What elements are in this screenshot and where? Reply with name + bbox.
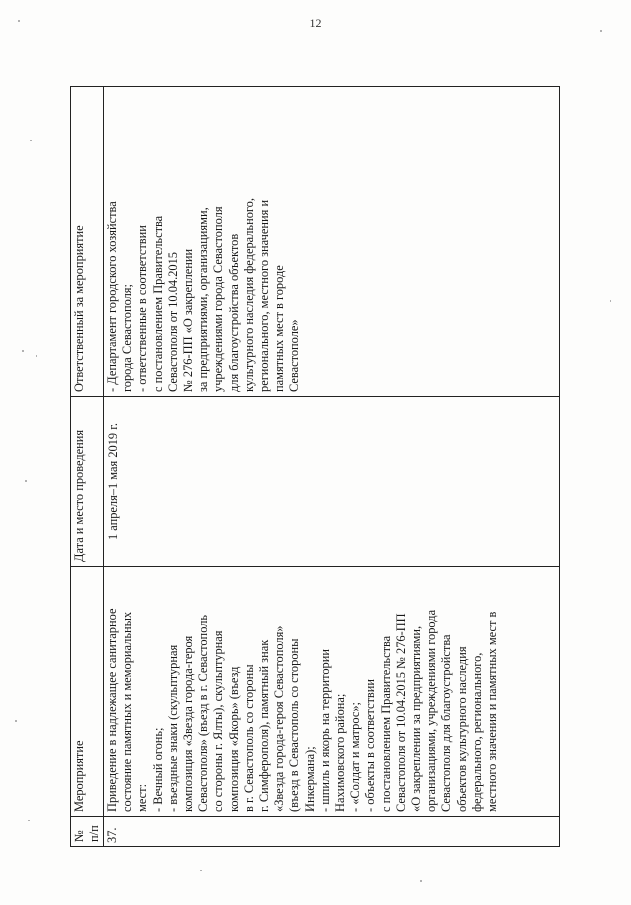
event-line: Севастополя» (въезд в г. Севастополь [196,614,211,812]
event-line: местного значения и памятных мест в [485,611,500,812]
event-line: «Звезда города-героя Севастополя» [272,625,287,812]
header-date: Дата и место проведения [71,397,104,567]
event-line: (въезд в Севастополь со стороны [287,638,302,812]
responsible-line: города Севастополя; [120,284,135,392]
event-line: объектов культурного наследия [454,646,469,812]
cell-responsible [104,87,560,397]
header-responsible: Ответственный за мероприятие [71,87,104,397]
cell-event [104,567,560,817]
page-number: 12 [309,16,322,30]
table-row [104,87,560,847]
header-number: № п/п [71,817,104,847]
event-line: «О закреплении за предприятиями, [409,625,424,812]
event-line: - «Солдат и матрос»; [348,702,363,812]
event-line: в г. Севастополь со стороны [241,664,256,812]
event-line: Севастополя для благоустройства [439,634,454,812]
cell-date: 1 апреля–1 мая 2019 г. [104,397,560,567]
event-line: г. Симферополя), памятный знак [257,639,272,812]
responsible-line: регионального, местного значения и [257,199,272,392]
responsible-line: № 276-ПП «О закреплении [181,248,196,392]
event-line: организациями, учреждениями города [424,609,439,812]
event-line: мест: [135,783,150,812]
responsible-line: учреждениями города Севастополя [211,206,226,392]
event-line: Приведение в надлежащее санитарное [105,608,119,812]
event-line: с постановлением Правительства [378,635,393,812]
event-line: со стороны г. Ялты), скульптурная [211,630,226,812]
responsible-line: памятных мест в городе [272,265,287,392]
event-line: композиция «Якорь» (въезд [226,666,241,812]
cell-number: 37. [104,817,560,847]
event-line: - объекты в соответствии [363,679,378,812]
header-event: Мероприятие [71,567,104,817]
event-line: федерального, регионального, [469,652,484,812]
event-line: - Вечный огонь; [150,727,165,812]
event-line: Севастополя от 10.04.2015 № 276-ПП [393,613,408,812]
responsible-line: Севастополя от 10.04.2015 [165,252,180,392]
responsible-line: - ответственные в соответствии [135,225,150,392]
event-line: - въездные знаки (скульптурная [165,644,180,812]
rotated-table-sheet [70,87,560,847]
table-header-row [71,87,104,847]
responsible-line: с постановлением Правительства [150,215,165,392]
event-line: Инкермана); [302,746,317,812]
responsible-line: - Департамент городского хозяйства [105,201,119,392]
event-line: - шпиль и якорь на территории [317,649,332,812]
responsible-line: за предприятиями, организациями, [196,207,211,392]
responsible-line: культурного наследия федерального, [241,198,256,392]
responsible-line: Севастополе» [287,319,302,392]
event-line: состояние памятных и мемориальных [120,611,135,812]
event-line: композиция «Звезда города-героя [181,635,196,812]
events-table [70,86,560,847]
event-line: Нахимовского района; [333,693,348,812]
responsible-line: для благоустройства объектов [226,233,241,392]
